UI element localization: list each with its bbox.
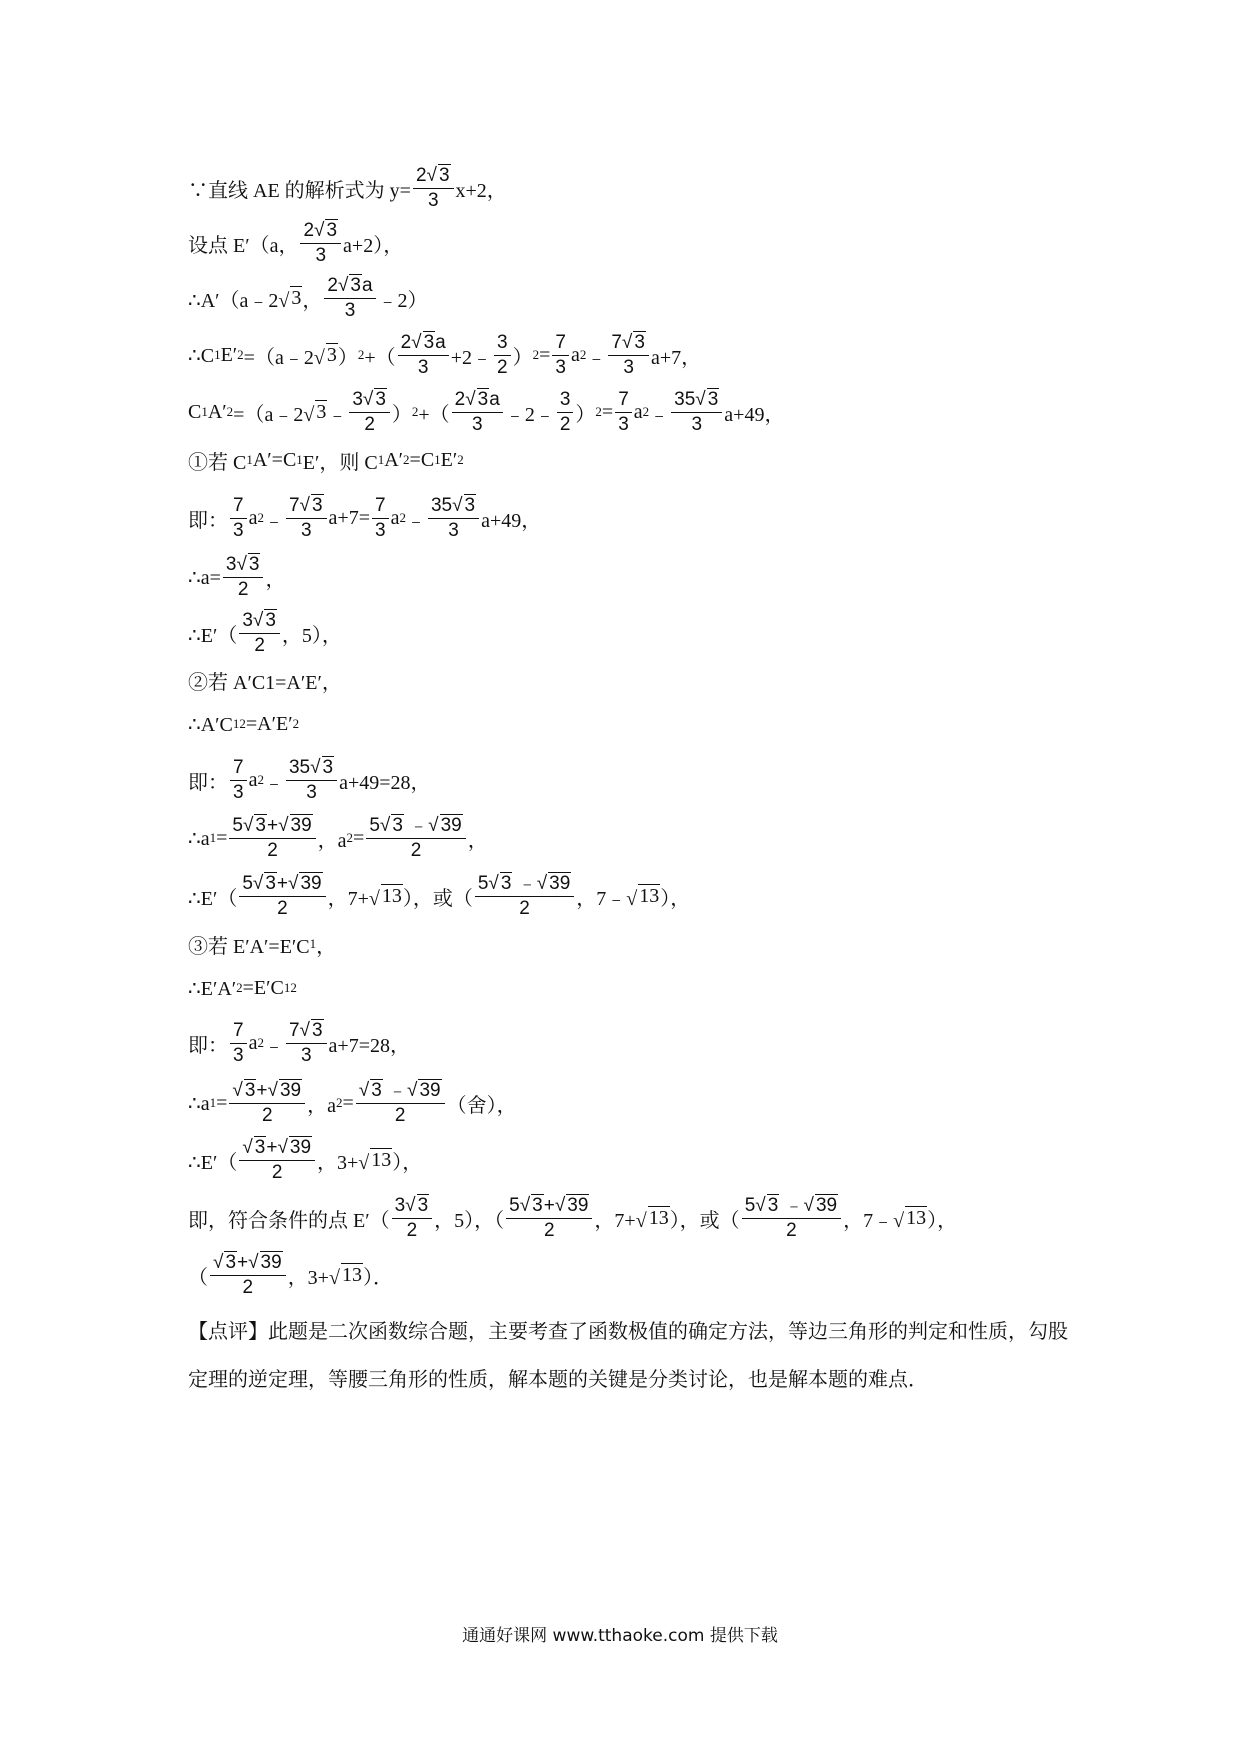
comment-paragraph: [188, 1308, 1068, 1404]
solution-line-17: 即： $\frac{7}{3}$ a 2 ﹣ $\frac{7√ 3}{3}$ a+7=28，: [188, 1020, 410, 1066]
comment-text: 此题是二次函数综合题，主要考查了函数极值的确定方法，等边三角形的判定和性质，勾股定理的逆定理，等腰三角形的性质，解本题的关键是分类讨论，也是解本题的难点．: [188, 1321, 1068, 1391]
solution-line-1: ∵直线 AE 的解析式为 y= $\frac{2√ 3}{3}$ x+2，: [188, 165, 507, 211]
solution-line-20: 即，符合条件的点 E′（ $\frac{3√ 3}{2}$ ，5），（ $\frac{5√ 3+√ 39}{2}$ ，7+√ 13 ），或（ $\frac{5√ 3 ﹣√ 39}{2}$ ，7﹣√ 13 ），: [188, 1195, 958, 1241]
solution-line-10: ②若 A′C1=A′E′，: [188, 671, 342, 694]
solution-line-2: 设点 E′（a， $\frac{2√ 3}{3}$ a+2），: [188, 220, 404, 266]
solution-line-13: ∴a 1 = $\frac{5√ 3+√ 39}{2}$ ，a 2 = $\frac{5√ 3 ﹣√ 39}{2}$ ，: [188, 815, 488, 861]
solution-line-19: ∴E′（ $\frac{√ 3+√ 39}{2}$ ，3+√ 13 ），: [188, 1137, 423, 1183]
comment-label: 【点评】: [188, 1321, 268, 1343]
solution-line-18: ∴a 1 = $\frac{√ 3+√ 39}{2}$ ，a 2 = $\frac{√ 3 ﹣√ 39}{2}$ （舍），: [188, 1080, 517, 1126]
page-footer: 通通好课网 www.tthaoke.com 提供下载: [462, 1626, 778, 1646]
solution-line-5: C 1 A′ 2 =（a﹣2√ 3 ﹣ $\frac{3√ 3}{2}$ ） 2 +（ $\frac{2√ 3a}{3}$ ﹣2﹣ $\frac{3}{2}$ ） 2 = $\frac{7}{3}$ a 2 ﹣ $\frac{35√ 3}{3}$ a+49，: [188, 389, 785, 435]
solution-line-6: ①若 C 1 A′=C 1 E′，则 C 1 A′ 2 =C 1 E′ 2: [188, 448, 464, 474]
solution-line-16: ∴E′A′ 2 =E′C 1 2: [188, 976, 297, 1000]
solution-line-15: ③若 E′A′=E′C 1 ，: [188, 935, 337, 958]
solution-line-11: ∴A′C 1 2 =A′E′ 2: [188, 712, 300, 736]
solution-line-12: 即： $\frac{7}{3}$ a 2 ﹣ $\frac{35√ 3}{3}$ a+49=28，: [188, 757, 431, 803]
solution-line-4: ∴C 1 E′ 2 =（a﹣2√ 3 ） 2 +（ $\frac{2√ 3a}{3}$ +2﹣ $\frac{3}{2}$ ） 2 = $\frac{7}{3}$ a 2 ﹣ $\frac{7√ 3}{3}$ a+7，: [188, 332, 702, 378]
solution-line-7: 即： $\frac{7}{3}$ a 2 ﹣ $\frac{7√ 3}{3}$ a+7= $\frac{7}{3}$ a 2 ﹣ $\frac{35√ 3}{3}$ a+49，: [188, 495, 542, 541]
solution-line-8: ∴a= $\frac{3√ 3}{2}$ ，: [188, 554, 286, 600]
solution-line-9: ∴E′（ $\frac{3√ 3}{2}$ ，5），: [188, 610, 342, 656]
solution-line-14: ∴E′（ $\frac{5√ 3+√ 39}{2}$ ，7+√ 13 ），或（ $\frac{5√ 3 ﹣√ 39}{2}$ ，7﹣√ 13 ），: [188, 873, 691, 919]
solution-line-3: ∴A′（a﹣2√ 3 ， $\frac{2√ 3a}{3}$ ﹣2）: [188, 275, 428, 321]
solution-line-21: （ $\frac{√ 3+√ 39}{2}$ ，3+√ 13 ）．: [188, 1252, 393, 1298]
